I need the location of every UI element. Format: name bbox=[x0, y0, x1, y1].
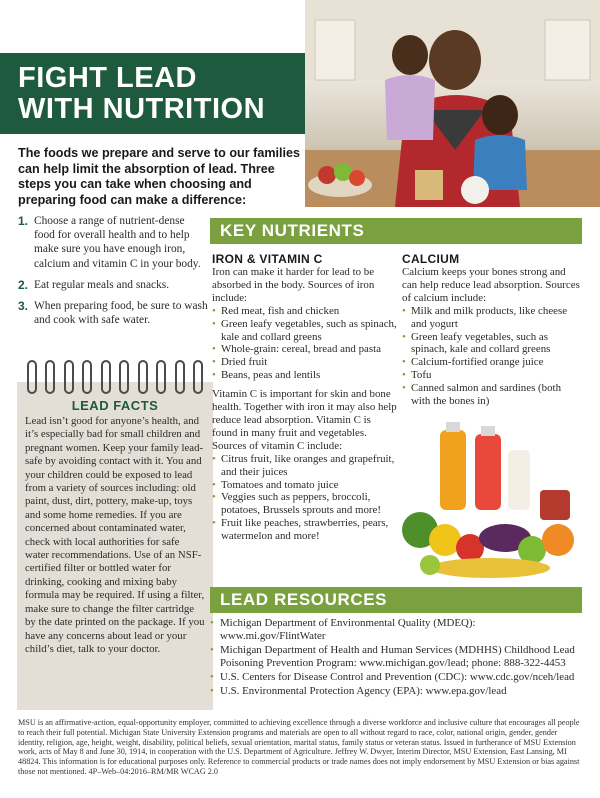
family-photo-illustration bbox=[305, 0, 600, 207]
spiral-ring bbox=[175, 360, 185, 394]
list-item: • Fruit like peaches, strawberries, pears, watermelon and more! bbox=[212, 517, 397, 543]
family-photo bbox=[305, 0, 600, 207]
list-item: • Whole-grain: cereal, bread and pasta bbox=[212, 343, 397, 356]
footer-disclaimer: MSU is an affirmative-action, equal-opportunity employer, committed to achieving excellence through a diverse workforce and inclusive culture that encourages all people to reach their full potential. Michigan State University Extension programs and materials are open to all without regard to race, color, national origin, gender, gender identity, religion, age, height, weight, disability, political beliefs, sexual orientation, marital status, family status or veteran status. Issued in furtherance of MSU Extension work, acts of May 8 and June 30, 1914, in cooperation with the U.S. Department of Agriculture. Jeffrey W. Dwyer, Interim Director, MSU Extension, East Lansing, MI 48824. This information is for educational purposes only. Reference to commercial products or trade names does not imply endorsement by MSU Extension or bias against those not mentioned. 4P–Web–04:2016–RM/MR WCAG 2.0 bbox=[18, 718, 580, 776]
spiral-ring bbox=[82, 360, 92, 394]
lead-resources-list bbox=[210, 617, 582, 698]
calcium-intro: Calcium keeps your bones strong and can help reduce lead absorption. Sources of calcium include: bbox=[402, 266, 580, 304]
step-item bbox=[18, 214, 208, 271]
list-item: • Calcium-fortified orange juice bbox=[402, 356, 582, 369]
list-item: • Tofu bbox=[402, 369, 582, 382]
lead-resources-heading: LEAD RESOURCES bbox=[210, 587, 582, 613]
page-title-line-1: FIGHT LEAD bbox=[18, 62, 197, 94]
step-number: 3. bbox=[18, 299, 29, 314]
spiral-ring bbox=[101, 360, 111, 394]
resource-item: • Michigan Department of Environmental Quality (MDEQ): www.mi.gov/FlintWater bbox=[210, 617, 582, 643]
spiral-ring bbox=[193, 360, 203, 394]
step-number: 1. bbox=[18, 214, 29, 228]
step-number: 2. bbox=[18, 277, 29, 292]
produce-photo bbox=[400, 420, 582, 580]
iron-vitamin-c-heading: IRON & VITAMIN C bbox=[212, 252, 323, 266]
spiral-ring bbox=[64, 360, 74, 394]
list-item: • Canned salmon and sardines (both with the bones in) bbox=[402, 382, 582, 408]
list-item: • Beans, peas and lentils bbox=[212, 369, 397, 382]
calcium-column bbox=[402, 266, 582, 408]
spiral-ring bbox=[156, 360, 166, 394]
spiral-ring bbox=[27, 360, 37, 394]
lead-facts-title: LEAD FACTS bbox=[71, 398, 159, 413]
step-item bbox=[18, 278, 208, 292]
vitamin-c-sources-list bbox=[212, 453, 397, 543]
iron-intro: Iron can make it harder for lead to be absorbed in the body. Sources of iron include: bbox=[212, 266, 375, 304]
list-item: • Green leafy vegetables, such as spinach, kale and collard greens bbox=[212, 318, 397, 344]
step-text: When preparing food, be sure to wash and cook with safe water. bbox=[34, 300, 208, 327]
iron-column bbox=[212, 266, 397, 543]
intro-text: The foods we prepare and serve to our families can help limit the absorption of lead. Three steps you can take when choosing and preparing food can make a difference: bbox=[18, 146, 301, 207]
step-item bbox=[18, 299, 208, 327]
title-banner bbox=[0, 53, 320, 134]
iron-sources-list bbox=[212, 305, 397, 382]
calcium-heading: CALCIUM bbox=[402, 252, 460, 266]
spiral-ring bbox=[138, 360, 148, 394]
lead-facts-notepad bbox=[17, 360, 213, 710]
page-title-line-2: WITH NUTRITION bbox=[18, 93, 266, 125]
resource-item: • Michigan Department of Health and Human Services (MDHHS) Childhood Lead Poisoning Prevention Program: www.michigan.gov/lead; phone: 888-322-4453 bbox=[210, 644, 582, 670]
list-item: • Red meat, fish and chicken bbox=[212, 305, 397, 318]
list-item: • Milk and milk products, like cheese and yogurt bbox=[402, 305, 582, 331]
step-text: Eat regular meals and snacks. bbox=[34, 278, 170, 291]
steps-list bbox=[18, 214, 208, 334]
lead-facts-body: Lead isn’t good for anyone’s health, and it’s especially bad for small children and pregnant women. Keep your family lead-safe by avoiding contact with it. You and your children could be exposed to lead from a variety of sources including: old paint, dust, dirt, pottery, make-up, toys and some home remedies. If you are concerned about contaminated water, check with local authorities for safe water recommendations. Use of an NSF-certified filter or bottled water for drinking, cooking and mixing baby formula may be required. If using a filter, make sure to change the filter cartridge by the date printed on the package. If you have any concerns about lead or your child’s diet, talk to your doctor. bbox=[25, 415, 205, 655]
list-item: • Veggies such as peppers, broccoli, potatoes, Brussels sprouts and more! bbox=[212, 491, 397, 517]
step-text: Choose a range of nutrient-dense food for overall health and to help make sure you have enough iron, calcium and vitamin C in your body. bbox=[34, 215, 201, 270]
spiral-ring bbox=[45, 360, 55, 394]
key-nutrients-heading: KEY NUTRIENTS bbox=[210, 218, 582, 244]
spiral-ring bbox=[119, 360, 129, 394]
list-item: • Dried fruit bbox=[212, 356, 397, 369]
produce-illustration bbox=[400, 420, 582, 580]
list-item: • Tomatoes and tomato juice bbox=[212, 479, 397, 492]
spiral-binding-icon bbox=[23, 360, 207, 400]
lead-facts-card bbox=[17, 382, 213, 710]
list-item: • Green leafy vegetables, such as spinach, kale and collard greens bbox=[402, 331, 582, 357]
vitamin-c-intro: Vitamin C is important for skin and bone health. Together with iron it may also help reduce lead absorption. Vitamin C is found in many fruit and vegetables. Sources of vitamin C include: bbox=[212, 388, 397, 452]
calcium-sources-list bbox=[402, 305, 582, 408]
resource-item: • U.S. Centers for Disease Control and Prevention (CDC): www.cdc.gov/nceh/lead bbox=[210, 671, 582, 684]
resource-item: • U.S. Environmental Protection Agency (EPA): www.epa.gov/lead bbox=[210, 685, 582, 698]
list-item: • Citrus fruit, like oranges and grapefruit, and their juices bbox=[212, 453, 397, 479]
